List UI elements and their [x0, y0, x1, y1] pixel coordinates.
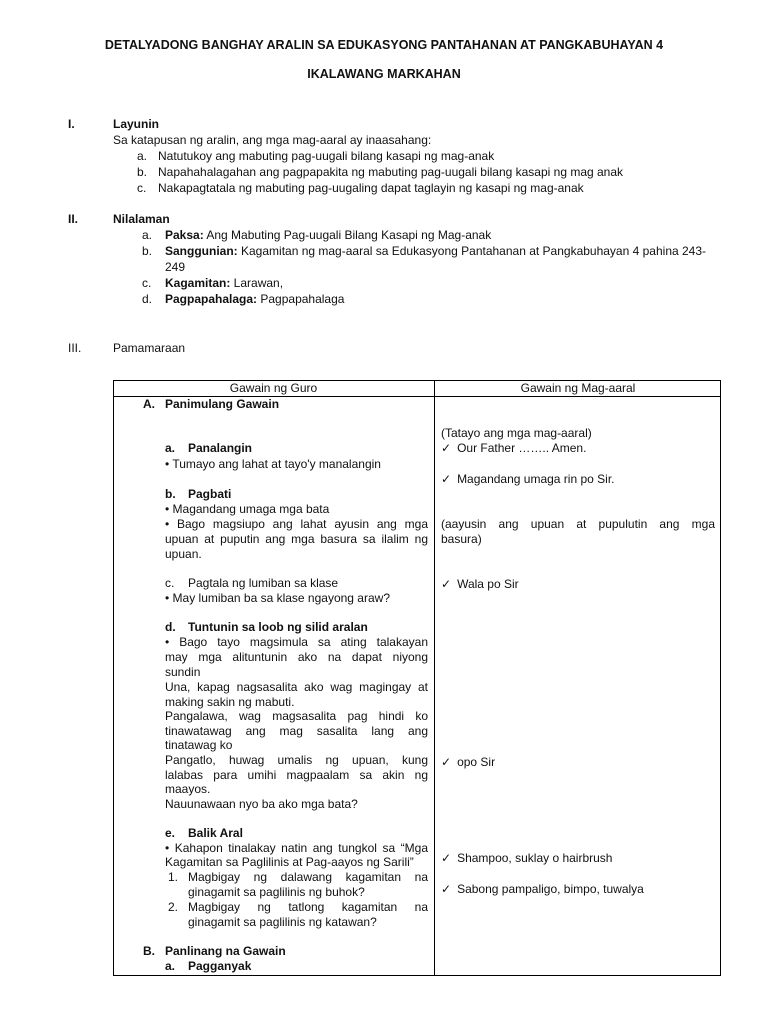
- step-marker: b.: [165, 487, 176, 501]
- teacher-line: upuan.: [165, 547, 202, 561]
- teacher-question: ginagamit sa paglilinis ng buhok?: [188, 885, 365, 899]
- content-value: Larawan,: [230, 276, 284, 290]
- teacher-line: may mga alituntunin ako na dapat niyong: [165, 650, 428, 664]
- student-response: ✓ Our Father …….. Amen.: [441, 441, 586, 455]
- content-item: [165, 276, 283, 290]
- teacher-line: Una, kapag nagsasalita ako wag magingay at: [165, 680, 428, 694]
- section-1-intro: Sa katapusan ng aralin, ang mga mag-aaral ay inaasahang:: [113, 133, 432, 147]
- part-marker: A.: [143, 397, 155, 411]
- step-heading: Balik Aral: [188, 826, 243, 840]
- teacher-line: making sakin ng mabuti.: [165, 695, 295, 709]
- content-marker: b.: [142, 244, 153, 258]
- teacher-question: Magbigay ng tatlong kagamitan na: [188, 900, 428, 914]
- content-item: [165, 244, 706, 258]
- step-heading: Pagbati: [188, 487, 232, 501]
- teacher-line: • May lumiban ba sa klase ngayong araw?: [165, 591, 390, 605]
- student-response: ✓ Sabong pampaligo, bimpo, tuwalya: [441, 882, 644, 896]
- step-heading: Pagganyak: [188, 959, 252, 973]
- content-marker: d.: [142, 292, 153, 306]
- student-response: ✓ Shampoo, suklay o hairbrush: [441, 851, 612, 865]
- step-marker: a.: [165, 959, 176, 973]
- objective-marker: a.: [137, 149, 148, 163]
- section-3-number: III.: [68, 341, 82, 355]
- content-marker: a.: [142, 228, 153, 242]
- objective-text: Napahahalagahan ang pagpapakita ng mabuting pag-uugali bilang kasapi ng mag anak: [158, 165, 624, 179]
- document-title: DETALYADONG BANGHAY ARALIN SA EDUKASYONG PANTAHANAN AT PANGKABUHAYAN 4: [104, 38, 664, 52]
- part-marker: B.: [143, 944, 155, 958]
- content-value-continued: 249: [165, 260, 186, 274]
- teacher-line: • Tumayo ang lahat at tayo'y manalangin: [165, 457, 381, 471]
- section-1-number: I.: [68, 117, 75, 131]
- content-key: Kagamitan:: [165, 276, 231, 290]
- content-key: Paksa:: [165, 228, 204, 242]
- part-heading: Panlinang na Gawain: [165, 944, 286, 958]
- student-response: ✓ Wala po Sir: [441, 577, 519, 591]
- step-marker: d.: [165, 620, 176, 634]
- teacher-line: sundin: [165, 665, 201, 679]
- teacher-question: ginagamit sa paglilinis ng katawan?: [188, 915, 377, 929]
- student-response: basura): [441, 532, 482, 546]
- question-number: 1.: [168, 870, 179, 884]
- step-marker: e.: [165, 826, 176, 840]
- student-response: ✓ Magandang umaga rin po Sir.: [441, 472, 615, 486]
- teacher-line: upuan at puputin ang mga basura sa ilalim ng: [165, 532, 428, 546]
- section-1-heading: Layunin: [113, 117, 160, 131]
- objective-text: Nakapagtatala ng mabuting pag-uugaling dapat taglayin ng kasapi ng mag-anak: [158, 181, 584, 195]
- teacher-line: Nauunawaan nyo ba ako mga bata?: [165, 797, 358, 811]
- content-value: Ang Mabuting Pag-uugali Bilang Kasapi ng Mag-anak: [203, 228, 492, 242]
- content-key: Sanggunian:: [165, 244, 238, 258]
- student-response: ✓ opo Sir: [441, 755, 495, 769]
- section-2-number: II.: [68, 212, 79, 226]
- content-marker: c.: [142, 276, 152, 290]
- column-header-magaaral: Gawain ng Mag-aaral: [520, 381, 636, 395]
- teacher-line: • Magandang umaga mga bata: [165, 502, 330, 516]
- teacher-line: Pangalawa, wag magsasalita pag hindi ko: [165, 709, 428, 723]
- teacher-question: Magbigay ng dalawang kagamitan na: [188, 870, 428, 884]
- student-response: (Tatayo ang mga mag-aaral): [441, 426, 592, 440]
- step-marker: c.: [165, 576, 175, 590]
- teacher-line: tinawatawag ang mag sasalita lang ang: [165, 724, 428, 738]
- content-item: [165, 228, 491, 242]
- section-3-heading: Pamamaraan: [113, 341, 186, 355]
- step-marker: a.: [165, 441, 176, 455]
- teacher-line: • Kahapon tinalakay natin ang tungkol sa “Mga: [165, 841, 428, 855]
- teacher-line: Pangatlo, huwag umalis ng upuan, kung: [165, 753, 428, 767]
- section-2-heading: Nilalaman: [113, 212, 170, 226]
- teacher-line: • Bago tayo magsimula sa ating talakayan: [165, 635, 428, 649]
- document-subtitle: IKALAWANG MARKAHAN: [307, 67, 461, 81]
- objective-text: Natutukoy ang mabuting pag-uugali bilang kasapi ng mag-anak: [158, 149, 495, 163]
- column-header-guro: Gawain ng Guro: [229, 381, 318, 395]
- student-response: (aayusin ang upuan at pupulutin ang mga: [441, 517, 715, 531]
- teacher-line: lalabas para umihi magpaalam sa akin ng: [165, 768, 428, 782]
- step-heading: Pagtala ng lumiban sa klase: [188, 576, 339, 590]
- content-key: Pagpapahalaga:: [165, 292, 258, 306]
- content-value: Kagamitan ng mag-aaral sa Edukasyong Pantahanan at Pangkabuhayan 4 pahina 243-: [237, 244, 707, 258]
- content-item: [165, 292, 344, 306]
- part-heading: Panimulang Gawain: [165, 397, 280, 411]
- content-value: Pagpapahalaga: [257, 292, 345, 306]
- teacher-line: maayos.: [165, 782, 211, 796]
- step-heading: Tuntunin sa loob ng silid aralan: [188, 620, 368, 634]
- objective-marker: b.: [137, 165, 148, 179]
- teacher-line: • Bago magsiupo ang lahat ayusin ang mga: [165, 517, 428, 531]
- teacher-line: Kagamitan sa Paglilinis at Pag-aayos ng Sarili”: [165, 855, 414, 869]
- teacher-line: tinatawag ko: [165, 738, 233, 752]
- step-heading: Panalangin: [188, 441, 253, 455]
- objective-marker: c.: [137, 181, 147, 195]
- table-column-divider: [434, 380, 435, 976]
- question-number: 2.: [168, 900, 179, 914]
